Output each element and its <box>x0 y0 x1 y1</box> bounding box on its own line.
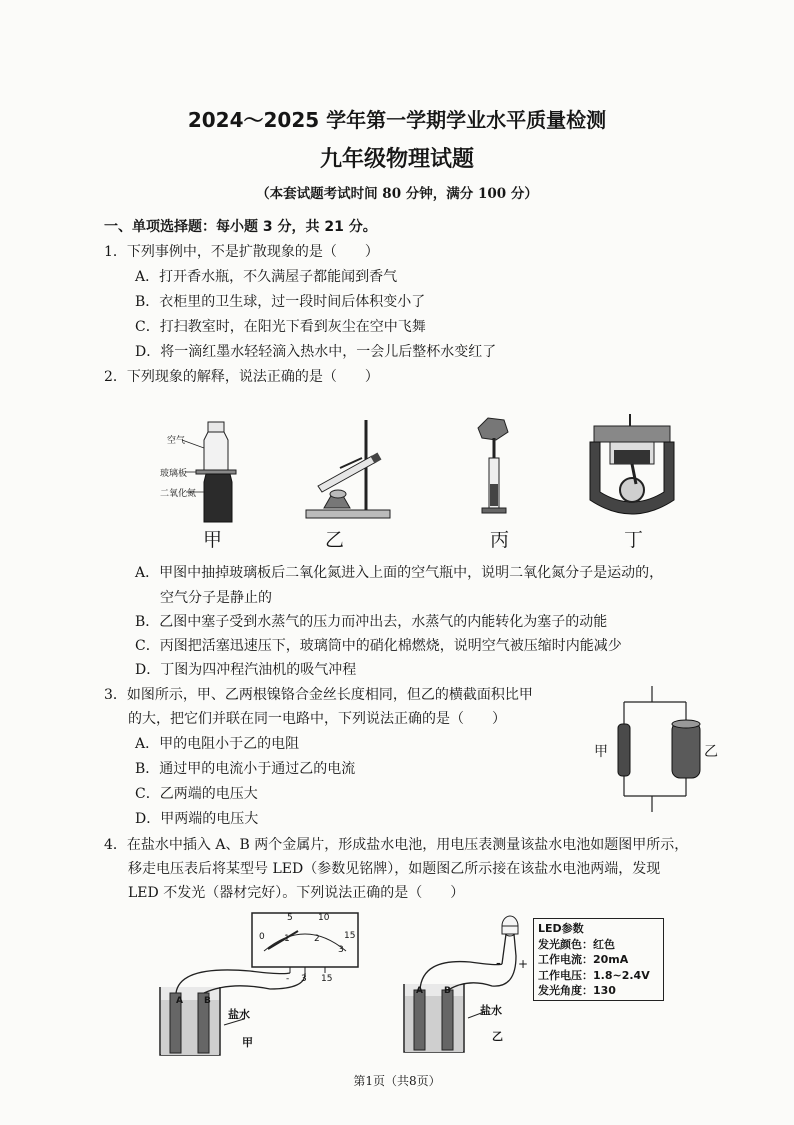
q3-option-c: C．乙两端的电压大 <box>135 786 258 802</box>
q2-option-b: B．乙图中塞子受到水蒸气的压力而冲出去，水蒸气的内能转化为塞子的动能 <box>135 614 608 630</box>
figure-engine <box>584 412 684 524</box>
q2-option-a-cont: 空气分子是静止的 <box>160 590 272 606</box>
exam-title: 2024～2025 学年第一学期学业水平质量检测 <box>187 108 607 132</box>
label-air: 空气 <box>167 436 186 446</box>
q1-option-b: B．衣柜里的卫生球，过一段时间后体积变小了 <box>135 294 426 310</box>
caption-ding: 丁 <box>624 529 644 551</box>
q4-stem-line2: 移走电压表后将某型号 LED（参数见铭牌），如题图乙所示接在该盐水电池两端，发现 <box>128 861 661 877</box>
led-spec-title: LED参数 <box>538 922 584 935</box>
q4-stem-line1: 4．在盐水中插入 A、B 两个金属片，形成盐水电池，用电压表测量该盐水电池如题图甲所示， <box>104 837 689 853</box>
meter-tick-15: 15 <box>344 931 356 941</box>
q2-option-a: A．甲图中抽掉玻璃板后二氧化氮进入上面的空气瓶中，说明二氧化氮分子是运动的， <box>135 565 664 581</box>
q2-stem: 2．下列现象的解释，说法正确的是（ ） <box>104 369 379 385</box>
q3-stem-line2: 的大，把它们并联在同一电路中，下列说法正确的是（ ） <box>128 711 506 727</box>
saltwater-label-yi: 盐水 <box>480 1004 502 1017</box>
q4-stem-line3: LED 不发光（器材完好）。下列说法正确的是（ ） <box>128 885 465 901</box>
led-spec-angle: 发光角度：130 <box>538 984 616 997</box>
led-spec-plate <box>533 918 664 1001</box>
q3-stem-line1: 3．如图所示，甲、乙两根镍铬合金丝长度相同，但乙的横截面积比甲 <box>104 687 533 703</box>
caption-yi: 乙 <box>325 529 345 551</box>
q2-option-c: C．丙图把活塞迅速压下，玻璃筒中的硝化棉燃烧，说明空气被压缩时内能减少 <box>135 638 622 654</box>
caption-fig4-jia: 甲 <box>242 1036 253 1049</box>
led-spec-voltage: 工作电压：1.8~2.4V <box>538 968 650 982</box>
q2-option-d: D．丁图为四冲程汽油机的吸气冲程 <box>135 662 357 678</box>
q1-option-d: D．将一滴红墨水轻轻滴入热水中，一会儿后整杯水变红了 <box>135 344 497 360</box>
caption-bing: 丙 <box>490 529 510 551</box>
meter-tick-10: 10 <box>318 913 330 923</box>
led-spec-current: 工作电流：20mA <box>538 953 629 966</box>
terminal-3: 3 <box>301 974 307 984</box>
exam-subject: 九年级物理试题 <box>319 147 474 172</box>
figure-voltmeter-battery <box>150 905 365 1065</box>
plate-a-jia: A <box>176 996 183 1006</box>
meter-tick-1: 1 <box>284 934 290 944</box>
led-minus: - <box>496 955 501 971</box>
label-glass-plate: 玻璃板 <box>160 469 188 479</box>
caption-fig4-yi: 乙 <box>492 1030 503 1043</box>
exam-note: （本套试题考试时间 80 分钟，满分 100 分） <box>256 186 538 202</box>
saltwater-label-jia: 盐水 <box>228 1008 250 1021</box>
fig3-label-yi: 乙 <box>704 744 718 760</box>
terminal-minus: - <box>286 974 290 984</box>
meter-tick-3: 3 <box>338 945 344 955</box>
plate-b-jia: B <box>204 996 211 1006</box>
figure-test-tube <box>300 410 400 525</box>
page-number: 第1页（共8页） <box>353 1074 441 1088</box>
meter-tick-2: 2 <box>314 934 320 944</box>
q1-option-c: C．打扫教室时，在阳光下看到灰尘在空中飞舞 <box>135 319 426 335</box>
q1-stem: 1．下列事例中，不是扩散现象的是（ ） <box>104 244 379 260</box>
fig3-label-jia: 甲 <box>594 744 608 760</box>
section-heading: 一、单项选择题：每小题 3 分，共 21 分。 <box>104 219 377 235</box>
q3-option-b: B．通过甲的电流小于通过乙的电流 <box>135 761 356 777</box>
terminal-15: 15 <box>321 974 333 984</box>
figure-parallel-wires <box>600 686 720 812</box>
q3-option-a: A．甲的电阻小于乙的电阻 <box>135 736 300 752</box>
label-no2: 二氧化氮 <box>160 489 197 499</box>
led-plus: + <box>518 957 529 971</box>
led-spec-color: 发光颜色：红色 <box>538 937 615 951</box>
meter-tick-0: 0 <box>259 932 265 942</box>
figure-fire-piston <box>462 414 522 524</box>
meter-tick-5: 5 <box>287 913 293 923</box>
q1-option-a: A．打开香水瓶，不久满屋子都能闻到香气 <box>135 269 398 285</box>
plate-a-yi: A <box>416 986 423 996</box>
q3-option-d: D．甲两端的电压大 <box>135 811 259 827</box>
plate-b-yi: B <box>444 986 451 996</box>
caption-jia: 甲 <box>203 529 223 551</box>
